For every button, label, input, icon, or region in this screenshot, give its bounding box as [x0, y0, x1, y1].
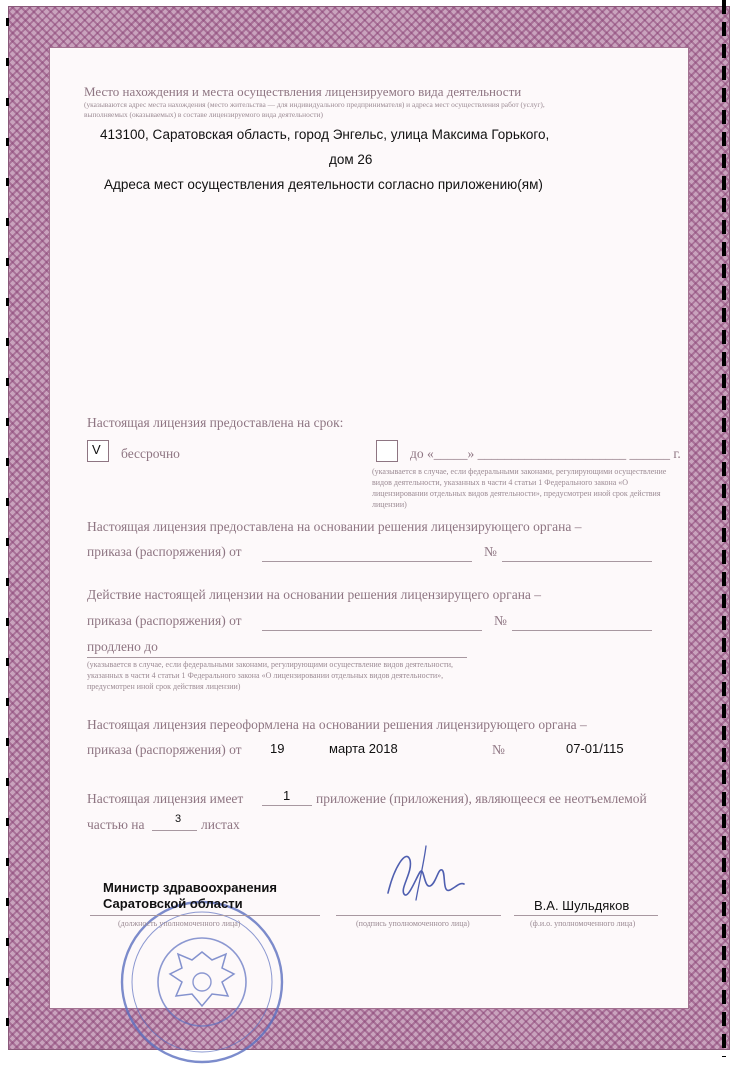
appendix-count-line	[262, 805, 312, 806]
authority-line	[90, 915, 320, 916]
appendix-sheets-label: листах	[201, 817, 240, 832]
signer-name: В.А. Шульдяков	[534, 898, 630, 913]
handwritten-signature-icon	[380, 838, 470, 908]
reissue-month-year: марта 2018	[329, 741, 398, 756]
location-heading: Место нахождения и места осуществления лицензируемого вида деятельности	[84, 84, 522, 99]
reissue-day: 19	[270, 741, 285, 756]
location-hint-line2: выполняемых (оказываемых) в составе лицензируемого вида деятельности)	[84, 110, 323, 119]
reissue-number: 07-01/115	[566, 741, 624, 756]
extension-number-label: №	[494, 613, 507, 628]
location-hint-line1: (указываются адрес места нахождения (место жительства — для индивидуального предпринимателя) и адреса мест осуществления работ (услуг),	[84, 100, 545, 109]
extension-date-line	[262, 630, 482, 631]
appendix-text-after: приложение (приложения), являющееся ее неотъемлемой	[316, 791, 647, 806]
extension-order-label: приказа (распоряжения) от	[87, 613, 242, 628]
check-mark: V	[92, 442, 101, 457]
sign-line	[336, 915, 501, 916]
indefinite-checkbox[interactable]	[87, 440, 109, 462]
extension-note: (указывается в случае, если федеральными законами, регулирующими осуществление видов деятельности, указанных в части 4 статьи 1 Федерального закона «О лицензировании отдельных видов деятельности», предусмотрен иной срок действия лицензии)	[87, 660, 454, 691]
until-label: до «_____» ______________________ ______ г.	[410, 446, 681, 461]
until-checkbox[interactable]	[376, 440, 398, 462]
appendix-part-label: частью на	[87, 817, 145, 832]
grant-number-line	[502, 561, 652, 562]
address-line1: 413100, Саратовская область, город Энгельс, улица Максима Горького,	[100, 127, 550, 142]
appendix-count: 1	[283, 788, 291, 803]
authority-line2: Саратовской области	[103, 896, 243, 911]
authority-line1: Министр здравоохранения	[103, 880, 277, 895]
grant-date-line	[262, 561, 472, 562]
extension-number-line	[512, 630, 652, 631]
extension-heading: Действие настоящей лицензии на основании решения лицензирущего органа –	[87, 587, 542, 602]
scan-edge-right	[722, 0, 726, 1057]
appendix-sheets: 3	[175, 813, 182, 825]
name-line	[514, 915, 658, 916]
appendix-sheets-line	[152, 830, 197, 831]
addresses-note: Адреса мест осуществления деятельности согласно приложению(ям)	[104, 177, 543, 192]
grant-heading: Настоящая лицензия предоставлена на основании решения лицензирующего органа –	[87, 519, 582, 534]
indefinite-label: бессрочно	[121, 446, 180, 461]
until-note: (указывается в случае, если федеральными законами, регулирующими осуществление видов деятельности, указанных в части 4 статьи 1 Федерального закона «О лицензировании отдельных видов деятельности», предусмотрен иной срок действия лицензии)	[372, 467, 667, 509]
reissue-order-label: приказа (распоряжения) от	[87, 742, 242, 757]
authority-caption: (должность уполномоченного лица)	[118, 919, 241, 928]
term-heading: Настоящая лицензия предоставлена на срок:	[87, 415, 344, 430]
name-caption: (ф.и.о. уполномоченного лица)	[530, 919, 636, 928]
address-line2: дом 26	[329, 152, 373, 167]
extended-line	[87, 657, 467, 658]
extended-label: продлено до	[87, 639, 158, 654]
grant-number-label: №	[484, 544, 497, 559]
grant-order-label: приказа (распоряжения) от	[87, 544, 242, 559]
scan-edge-left	[6, 0, 9, 1057]
reissue-heading: Настоящая лицензия переоформлена на основании решения лицензирующего органа –	[87, 717, 587, 732]
sign-caption: (подпись уполномоченного лица)	[356, 919, 470, 928]
reissue-number-label: №	[492, 742, 505, 757]
appendix-text-before: Настоящая лицензия имеет	[87, 791, 244, 806]
